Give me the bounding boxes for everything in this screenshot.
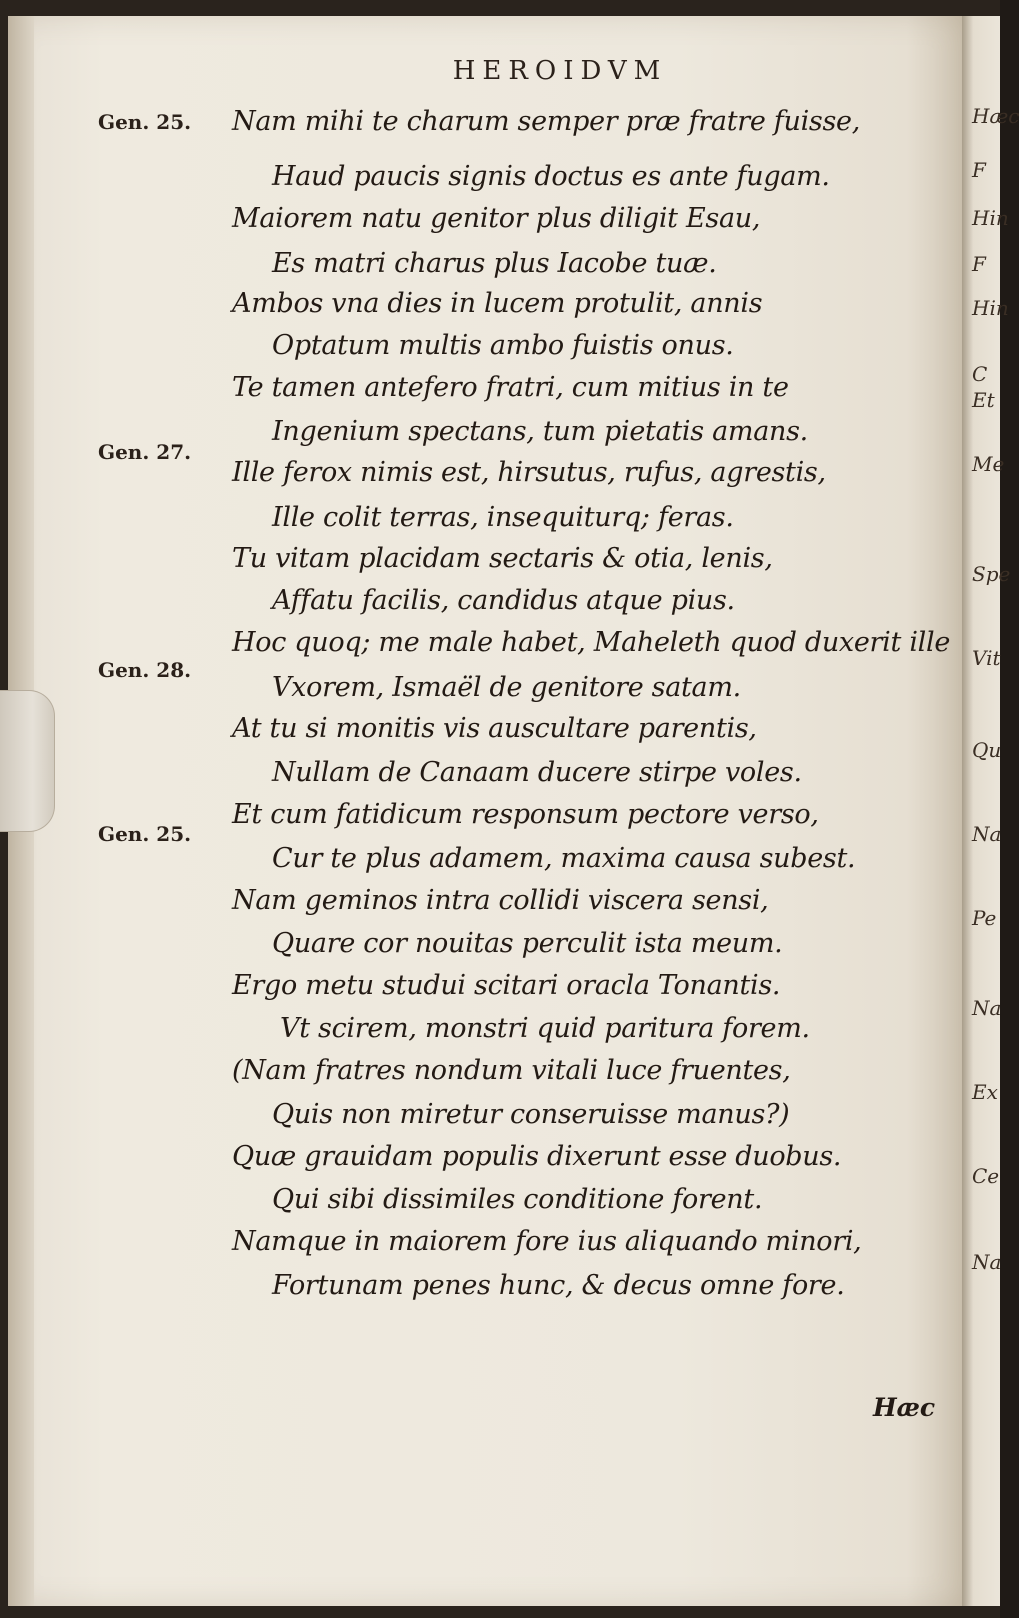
verse-line: Vxorem, Ismaël de genitore satam. xyxy=(272,672,741,703)
running-head-text: HEROIDVM xyxy=(452,56,668,86)
verse-line: Cur te plus adamem, maxima causa subest. xyxy=(272,843,856,874)
verse-line: Quare cor nouitas perculit ista meum. xyxy=(272,928,783,959)
verse-line: At tu si monitis vis auscultare parentis, xyxy=(232,713,757,744)
facing-page-fragment: Spe xyxy=(972,562,1011,586)
facing-page-fragment: C xyxy=(972,362,988,386)
facing-page-fragment: Na xyxy=(972,1250,1002,1274)
verse-line: Haud paucis signis doctus es ante fugam. xyxy=(272,161,830,192)
margin-note: Gen. 28. xyxy=(98,658,192,682)
verse-line: Quis non miretur conseruisse manus?) xyxy=(272,1099,790,1130)
facing-page-fragment: Hin xyxy=(972,206,1009,230)
verse-line: Ergo metu studui scitari oracla Tonantis. xyxy=(232,970,781,1001)
facing-page-fragment: Na xyxy=(972,996,1002,1020)
facing-page-fragment: Vit xyxy=(972,646,1001,670)
facing-page-fragment: Qu xyxy=(972,738,1002,762)
verse-line: Fortunam penes hunc, & decus omne fore. xyxy=(272,1270,845,1301)
verse-line: Es matri charus plus Iacobe tuæ. xyxy=(272,248,717,279)
verse-line: Ingenium spectans, tum pietatis amans. xyxy=(272,416,808,447)
facing-page-fragment: F xyxy=(972,252,986,276)
verse-line: Et cum fatidicum responsum pectore verso, xyxy=(232,799,819,830)
verse-line: Vt scirem, monstri quid paritura forem. xyxy=(280,1013,810,1044)
margin-note: Gen. 25. xyxy=(98,110,192,134)
facing-page-fragment: Na xyxy=(972,822,1002,846)
verse-line: Qui sibi dissimiles conditione forent. xyxy=(272,1184,763,1215)
facing-page-fragment: Me xyxy=(972,452,1005,476)
verse-line: Ille ferox nimis est, hirsutus, rufus, agrestis, xyxy=(232,457,826,488)
facing-page-fragment: Hæc xyxy=(972,104,1019,128)
verse-line: Nam mihi te charum semper præ fratre fuisse, xyxy=(232,106,860,137)
facing-page-fragment: F xyxy=(972,158,986,182)
verse-line: Te tamen antefero fratri, cum mitius in te xyxy=(232,372,789,403)
verse-line: Nullam de Canaam ducere stirpe voles. xyxy=(272,757,802,788)
verse-line: Maiorem natu genitor plus diligit Esau, xyxy=(232,203,761,234)
verse-line: Tu vitam placidam sectaris & otia, lenis, xyxy=(232,543,773,574)
verse-line: Hoc quoq; me male habet, Maheleth quod duxerit ille xyxy=(232,627,950,658)
catchword: Hæc xyxy=(873,1393,936,1422)
verse-line: Ambos vna dies in lucem protulit, annis xyxy=(232,288,763,319)
facing-page-fragment: Et xyxy=(972,388,995,412)
verse-line: Quæ grauidam populis dixerunt esse duobus. xyxy=(232,1141,842,1172)
margin-note: Gen. 25. xyxy=(98,822,192,846)
facing-page-fragment: Ex xyxy=(972,1080,998,1104)
facing-page-fragment: Pe xyxy=(972,906,997,930)
margin-note: Gen. 27. xyxy=(98,440,192,464)
facing-page-fragment: Hin xyxy=(972,296,1009,320)
verse-line: Affatu facilis, candidus atque pius. xyxy=(272,585,735,616)
verse-line: (Nam fratres nondum vitali luce fruentes, xyxy=(232,1055,791,1086)
verse-line: Ille colit terras, insequiturq; feras. xyxy=(272,502,734,533)
facing-page-fragment: Ce xyxy=(972,1164,1000,1188)
verse-line: Namque in maiorem fore ius aliquando minori, xyxy=(232,1226,862,1257)
verse-line: Optatum multis ambo fuistis onus. xyxy=(272,330,734,361)
verse-line: Nam geminos intra collidi viscera sensi, xyxy=(232,885,769,916)
